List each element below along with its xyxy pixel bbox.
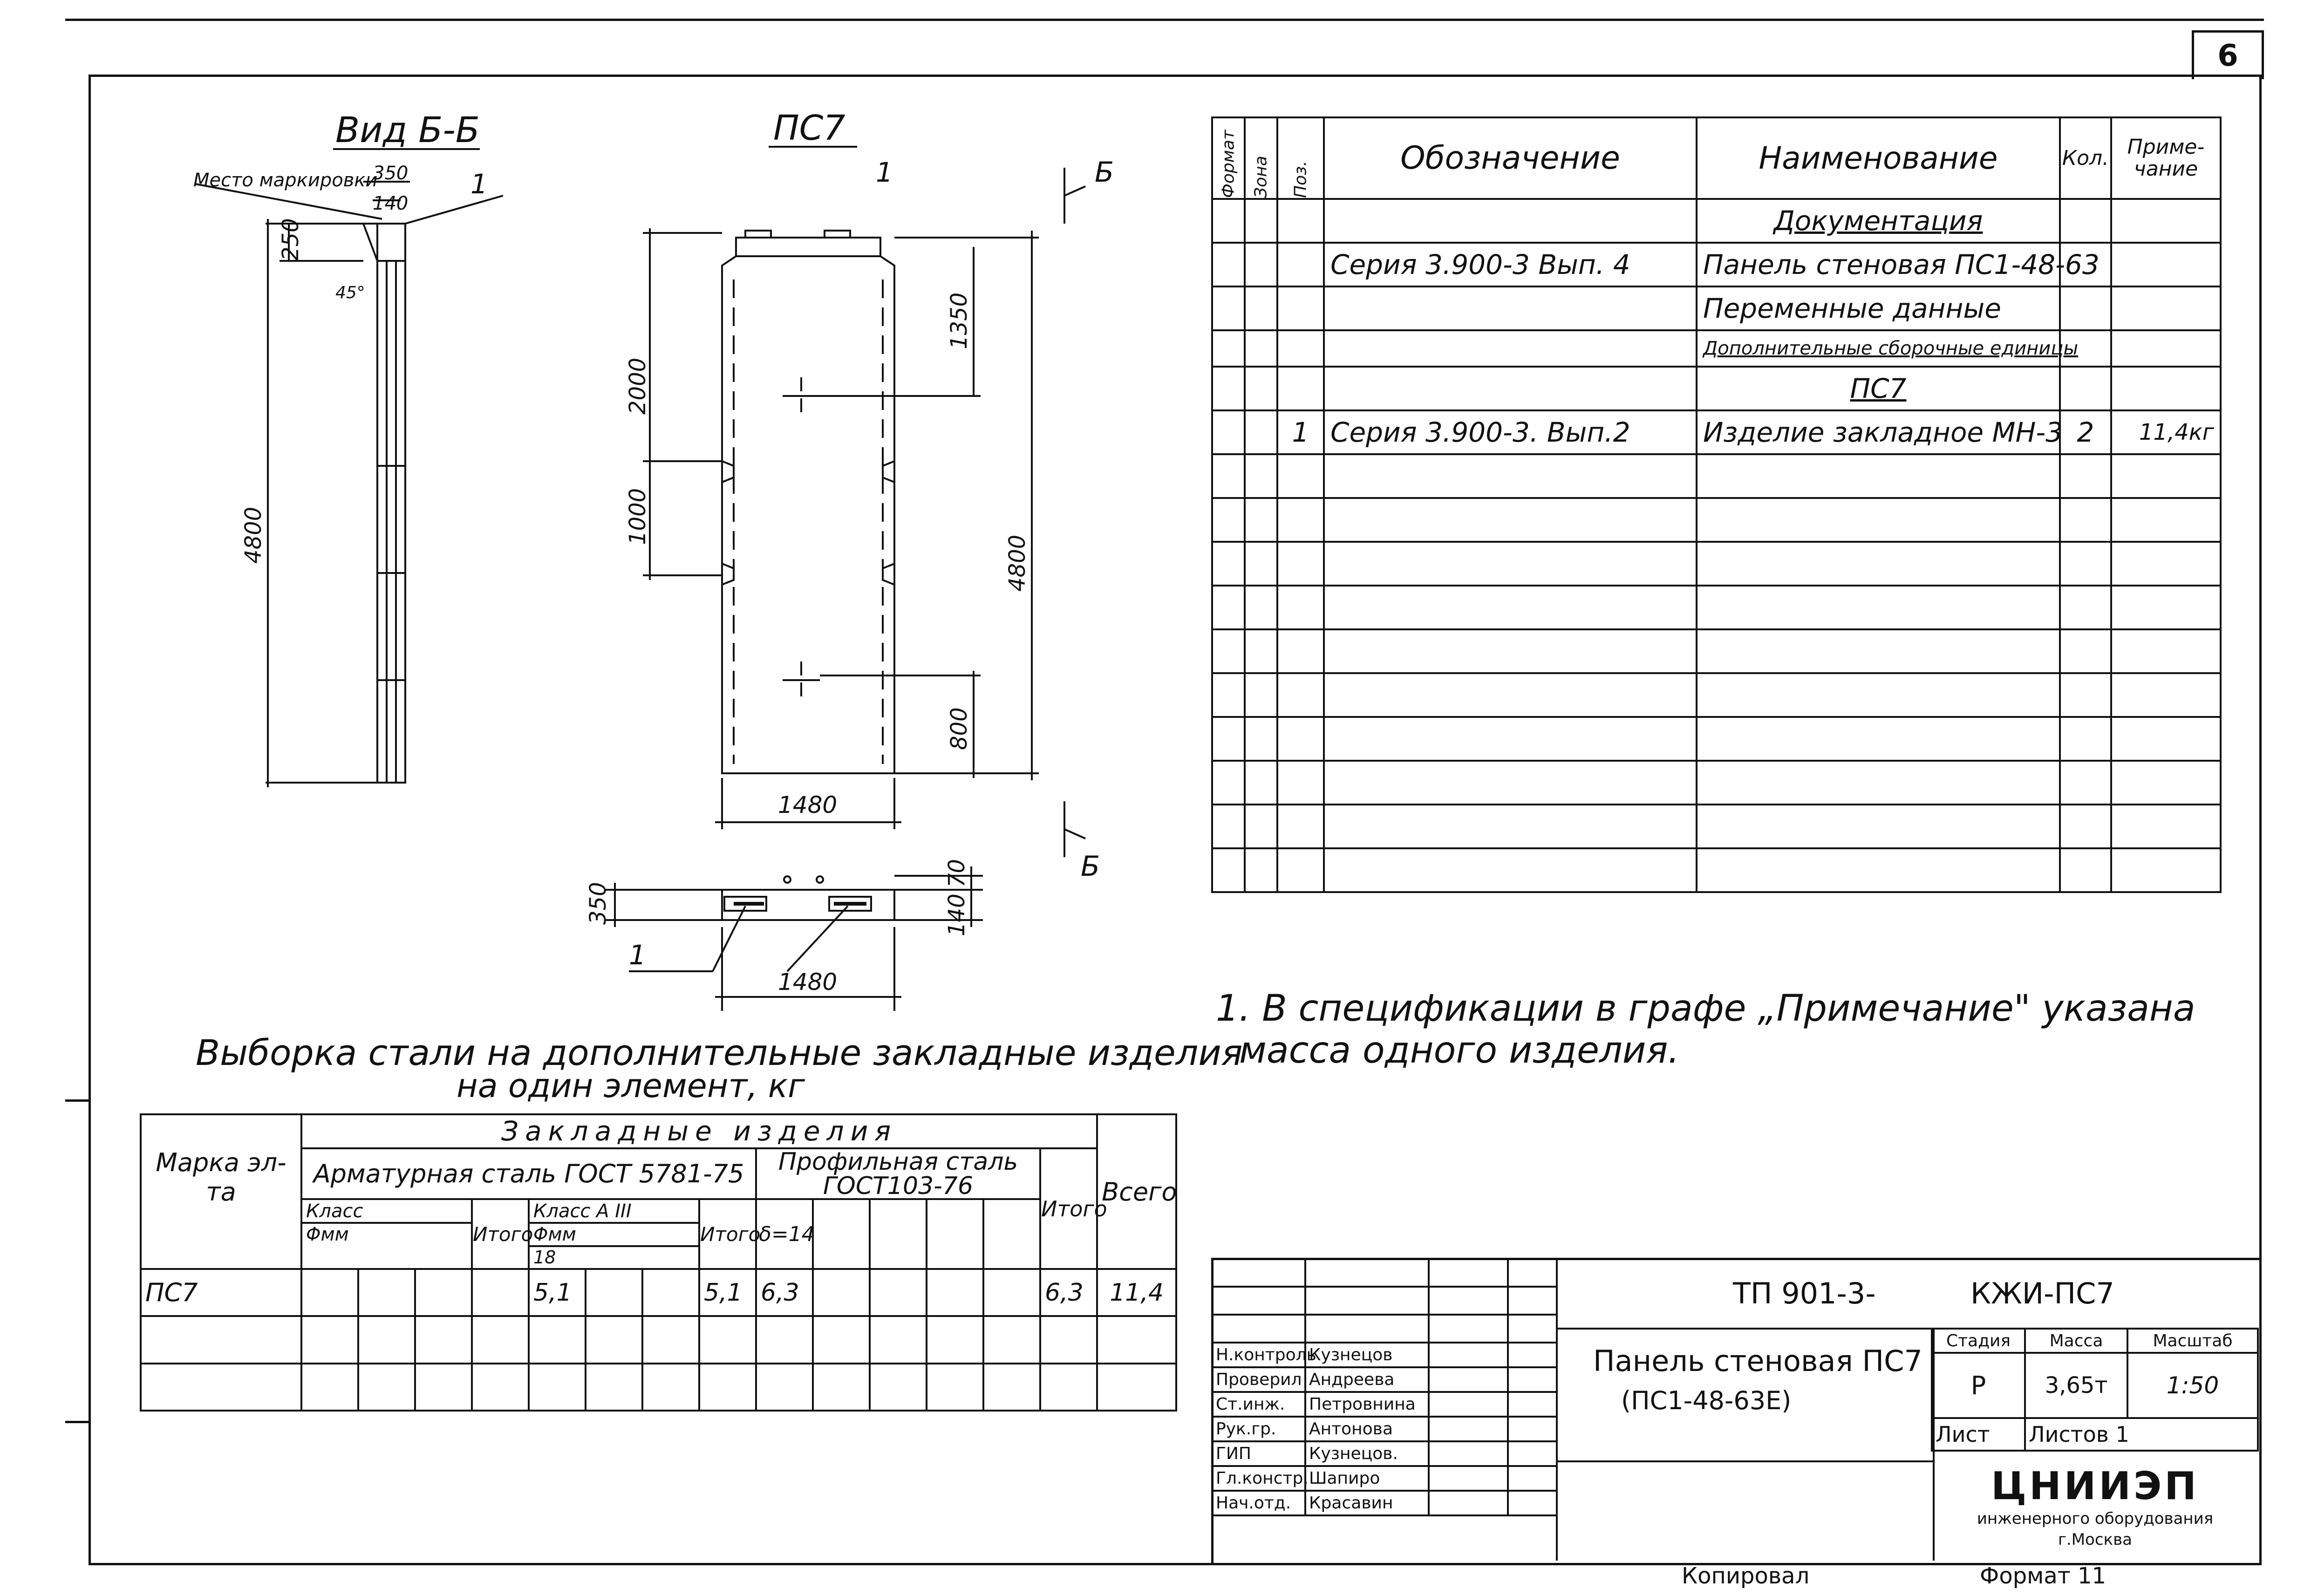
spec-row — [1212, 410, 2221, 454]
note-line-2: масса одного изделия. — [1239, 1030, 1680, 1071]
staff-signature — [1429, 1392, 1508, 1417]
svg-text:140: 140 — [373, 193, 409, 214]
mass-header: Масса — [2025, 1329, 2127, 1353]
staff-date — [1508, 1441, 1557, 1466]
spec-row — [1212, 498, 2221, 542]
spec-cell-pos — [1277, 286, 1324, 330]
staff-name: Антонова — [1305, 1417, 1429, 1441]
sel-header-profile: Профильная сталь ГОСТ103-76 — [756, 1148, 1040, 1199]
sel-cell-a3-total: 5,1 — [699, 1269, 756, 1316]
spec-cell-note: 11,4кг — [2111, 410, 2221, 454]
spec-row — [1212, 629, 2221, 673]
sel-header-class: Класс — [301, 1199, 472, 1223]
spec-cell-qty — [2060, 454, 2111, 498]
spec-cell-zone — [1245, 454, 1277, 498]
spec-cell-pos — [1277, 848, 1324, 892]
spec-cell-zone — [1245, 848, 1277, 892]
staff-date — [1508, 1343, 1557, 1367]
sheet-label: Лист — [1932, 1418, 2025, 1451]
spec-cell-name: Изделие закладное МН-3 — [1697, 410, 2060, 454]
spec-cell-name — [1697, 805, 2060, 848]
spec-cell-pos — [1277, 498, 1324, 542]
marking-label: Место маркировки — [193, 170, 378, 191]
spec-cell-format — [1212, 454, 1245, 498]
spec-cell-designation — [1324, 586, 1697, 629]
sel-cell-mark: ПС7 — [141, 1269, 301, 1316]
sel-cell-prof-total: 6,3 — [1040, 1269, 1097, 1316]
staff-signature — [1429, 1466, 1508, 1491]
spec-cell-format — [1212, 330, 1245, 367]
steel-selection-table — [140, 1113, 1177, 1412]
spec-cell-note — [2111, 848, 2221, 892]
spec-cell-name — [1697, 586, 2060, 629]
scale-header: Масштаб — [2127, 1329, 2258, 1353]
doc-title-1: Панель стеновая ПС7 — [1593, 1344, 1922, 1378]
panel-front-outline — [722, 256, 894, 773]
spec-cell-pos — [1277, 761, 1324, 805]
edge-tick — [65, 1421, 89, 1423]
staff-date — [1508, 1367, 1557, 1392]
spec-cell-zone — [1245, 286, 1277, 330]
spec-cell-name — [1697, 498, 2060, 542]
org-city: г.Москва — [2058, 1530, 2132, 1549]
spec-row — [1212, 673, 2221, 717]
spec-cell-designation — [1324, 761, 1697, 805]
spec-cell-note — [2111, 761, 2221, 805]
spec-cell-qty — [2060, 286, 2111, 330]
staff-signature — [1429, 1343, 1508, 1367]
staff-date — [1508, 1491, 1557, 1515]
sel-cell-prof-14: 6,3 — [756, 1269, 813, 1316]
spec-row — [1212, 286, 2221, 330]
sel-header-total-2: Итого — [699, 1199, 756, 1269]
sel-header-delta: δ=14 — [756, 1199, 813, 1269]
staff-role: Рук.гр. — [1212, 1417, 1305, 1441]
selection-title: Выборка стали на дополнительные закладные изделия — [196, 1032, 1243, 1073]
doc-title-2: (ПС1-48-63Е) — [1621, 1386, 1792, 1415]
spec-row — [1212, 330, 2221, 367]
spec-cell-designation — [1324, 199, 1697, 243]
note-line-1: 1. В спецификации в графе „Примечание" указана — [1216, 988, 2195, 1030]
org-name: ЦНИИЭП — [1991, 1464, 2199, 1508]
sel-header-class-a3: Класс А III — [529, 1199, 699, 1223]
sel-cell-all: 11,4 — [1097, 1269, 1176, 1316]
spec-cell-note — [2111, 586, 2221, 629]
svg-text:1: 1 — [876, 157, 893, 188]
svg-text:2000: 2000 — [625, 357, 651, 415]
spec-row — [1212, 367, 2221, 410]
spec-cell-name — [1697, 761, 2060, 805]
spec-cell-format — [1212, 673, 1245, 717]
spec-cell-format — [1212, 629, 1245, 673]
spec-row — [1212, 586, 2221, 629]
staff-date — [1508, 1392, 1557, 1417]
staff-name: Красавин — [1305, 1491, 1429, 1515]
spec-cell-designation — [1324, 848, 1697, 892]
spec-cell-designation — [1324, 286, 1697, 330]
sheets-label: Листов 1 — [2025, 1418, 2258, 1451]
svg-text:350: 350 — [373, 163, 409, 184]
spec-cell-qty — [2060, 367, 2111, 410]
spec-cell-qty — [2060, 848, 2111, 892]
spec-cell-pos — [1277, 199, 1324, 243]
spec-cell-qty — [2060, 805, 2111, 848]
svg-text:1350: 1350 — [946, 292, 972, 349]
spec-header-zone: Зона — [1245, 117, 1277, 199]
staff-date — [1508, 1417, 1557, 1441]
spec-header-designation: Обозначение — [1324, 117, 1697, 199]
spec-row — [1212, 805, 2221, 848]
spec-cell-format — [1212, 805, 1245, 848]
svg-text:350: 350 — [585, 882, 611, 925]
staff-role: Ст.инж. — [1212, 1392, 1305, 1417]
spec-cell-format — [1212, 286, 1245, 330]
spec-cell-name: Панель стеновая ПС1-48-63 — [1697, 243, 2060, 286]
spec-cell-zone — [1245, 629, 1277, 673]
spec-cell-note — [2111, 673, 2221, 717]
spec-cell-zone — [1245, 243, 1277, 286]
spec-cell-name — [1697, 629, 2060, 673]
svg-text:70: 70 — [944, 859, 970, 887]
spec-cell-qty — [2060, 586, 2111, 629]
sel-header-all: Всего — [1097, 1114, 1176, 1269]
spec-cell-qty — [2060, 629, 2111, 673]
spec-cell-designation — [1324, 717, 1697, 761]
staff-role: Гл.констр. — [1212, 1466, 1305, 1491]
spec-cell-pos — [1277, 673, 1324, 717]
svg-text:1480: 1480 — [778, 969, 838, 996]
staff-row — [1212, 1441, 1557, 1466]
staff-signature — [1429, 1417, 1508, 1441]
svg-text:250: 250 — [278, 218, 304, 261]
spec-cell-zone — [1245, 805, 1277, 848]
scale-value: 1:50 — [2127, 1353, 2258, 1418]
spec-cell-qty — [2060, 199, 2111, 243]
spec-cell-note — [2111, 367, 2221, 410]
spec-cell-note — [2111, 498, 2221, 542]
spec-cell-zone — [1245, 586, 1277, 629]
spec-cell-note — [2111, 243, 2221, 286]
svg-text:140: 140 — [944, 893, 970, 936]
specification-table — [1211, 116, 2222, 893]
svg-text:4800: 4800 — [1004, 534, 1030, 592]
staff-name: Андреева — [1305, 1367, 1429, 1392]
selection-subtitle: на один элемент, кг — [457, 1067, 805, 1105]
spec-cell-name: ПС7 — [1697, 367, 2060, 410]
spec-cell-pos: 1 — [1277, 410, 1324, 454]
spec-cell-designation — [1324, 367, 1697, 410]
staff-name: Петровнина — [1305, 1392, 1429, 1417]
spec-cell-designation — [1324, 454, 1697, 498]
spec-row — [1212, 542, 2221, 586]
spec-cell-qty: 2 — [2060, 410, 2111, 454]
spec-cell-pos — [1277, 542, 1324, 586]
spec-cell-name: Переменные данные — [1697, 286, 2060, 330]
side-view-outline — [377, 224, 405, 783]
staff-row — [1212, 1491, 1557, 1515]
spec-cell-pos — [1277, 805, 1324, 848]
panel-title: ПС7 — [773, 108, 845, 148]
spec-cell-pos — [1277, 367, 1324, 410]
org-subtitle: инженерного оборудования — [1977, 1509, 2214, 1528]
spec-row — [1212, 717, 2221, 761]
sel-header-total-3: Итого — [1040, 1148, 1097, 1269]
spec-cell-qty — [2060, 761, 2111, 805]
spec-header-qty: Кол. — [2060, 117, 2111, 199]
spec-cell-note — [2111, 330, 2221, 367]
spec-cell-format — [1212, 367, 1245, 410]
staff-row — [1212, 1343, 1557, 1367]
svg-text:45°: 45° — [335, 283, 365, 302]
svg-text:800: 800 — [946, 707, 972, 750]
staff-signature — [1429, 1441, 1508, 1466]
spec-row — [1212, 199, 2221, 243]
staff-role: Н.контроль — [1212, 1343, 1305, 1367]
spec-cell-format — [1212, 586, 1245, 629]
staff-row — [1212, 1417, 1557, 1441]
spec-cell-designation — [1324, 542, 1697, 586]
spec-cell-qty — [2060, 542, 2111, 586]
spec-header-note: Приме-чание — [2111, 117, 2221, 199]
spec-cell-zone — [1245, 498, 1277, 542]
sel-header-mark: Марка эл-та — [141, 1114, 301, 1269]
spec-cell-name — [1697, 542, 2060, 586]
sel-row-ps7 — [141, 1269, 1176, 1316]
spec-cell-pos — [1277, 629, 1324, 673]
view-title: Вид Б-Б — [335, 109, 480, 150]
spec-cell-note — [2111, 542, 2221, 586]
staff-name: Шапиро — [1305, 1466, 1429, 1491]
spec-cell-designation: Серия 3.900-3 Вып. 4 — [1324, 243, 1697, 286]
spec-cell-zone — [1245, 367, 1277, 410]
spec-cell-name: Дополнительные сборочные единицы — [1697, 330, 2060, 367]
spec-cell-name: Документация — [1697, 199, 2060, 243]
sel-cell-a3-18: 5,1 — [529, 1269, 586, 1316]
svg-text:1000: 1000 — [625, 488, 651, 545]
svg-text:Б: Б — [1095, 156, 1114, 189]
spec-header-format: Формат — [1212, 117, 1245, 199]
spec-cell-pos — [1277, 586, 1324, 629]
sel-header-dmm-1: Φмм — [301, 1223, 472, 1269]
spec-cell-zone — [1245, 717, 1277, 761]
staff-role: ГИП — [1212, 1441, 1305, 1466]
spec-row — [1212, 454, 2221, 498]
spec-row — [1212, 761, 2221, 805]
spec-cell-zone — [1245, 410, 1277, 454]
spec-cell-name — [1697, 454, 2060, 498]
spec-cell-designation: Серия 3.900-3. Вып.2 — [1324, 410, 1697, 454]
panel-drawings — [0, 0, 1193, 1039]
panel-top-outline — [736, 238, 880, 256]
spec-cell-note — [2111, 629, 2221, 673]
spec-cell-pos — [1277, 243, 1324, 286]
svg-text:Б: Б — [1081, 850, 1100, 883]
spec-row — [1212, 243, 2221, 286]
sel-header-embedded: Закладные изделия — [301, 1114, 1097, 1148]
spec-cell-zone — [1245, 199, 1277, 243]
spec-cell-zone — [1245, 330, 1277, 367]
spec-cell-zone — [1245, 761, 1277, 805]
doc-code-left: ТП 901-3- — [1733, 1276, 1876, 1310]
spec-cell-format — [1212, 542, 1245, 586]
stage-value: Р — [1932, 1353, 2025, 1418]
spec-cell-zone — [1245, 673, 1277, 717]
spec-cell-note — [2111, 199, 2221, 243]
spec-cell-zone — [1245, 542, 1277, 586]
spec-cell-qty — [2060, 673, 2111, 717]
sel-header-dmm-2: Φмм 18 — [529, 1223, 699, 1269]
staff-name: Кузнецов. — [1305, 1441, 1429, 1466]
spec-cell-name — [1697, 673, 2060, 717]
spec-cell-pos — [1277, 330, 1324, 367]
spec-cell-format — [1212, 717, 1245, 761]
staff-row — [1212, 1466, 1557, 1491]
spec-cell-format — [1212, 848, 1245, 892]
spec-cell-pos — [1277, 717, 1324, 761]
spec-cell-note — [2111, 454, 2221, 498]
spec-cell-format — [1212, 410, 1245, 454]
sel-header-rebar: Арматурная сталь ГОСТ 5781-75 — [301, 1148, 756, 1199]
spec-cell-name — [1697, 848, 2060, 892]
mass-value: 3,65т — [2025, 1353, 2127, 1418]
spec-cell-format — [1212, 243, 1245, 286]
page-number: 6 — [2192, 30, 2264, 79]
spec-cell-pos — [1277, 454, 1324, 498]
svg-text:1: 1 — [470, 168, 488, 200]
svg-text:1: 1 — [629, 939, 646, 971]
format-label: Формат 11 — [1980, 1563, 2106, 1589]
staff-signature — [1429, 1367, 1508, 1392]
staff-role: Проверил — [1212, 1367, 1305, 1392]
staff-name: Кузнецов — [1305, 1343, 1429, 1367]
svg-text:1480: 1480 — [778, 791, 838, 818]
blank-cell — [1556, 1460, 1935, 1561]
edge-tick — [65, 1099, 89, 1102]
spec-cell-designation — [1324, 629, 1697, 673]
spec-cell-note — [2111, 717, 2221, 761]
staff-signature — [1429, 1491, 1508, 1515]
spec-cell-format — [1212, 498, 1245, 542]
spec-header-row — [1212, 117, 2221, 199]
stage-table — [1931, 1328, 2259, 1452]
staff-row — [1212, 1367, 1557, 1392]
code-cell — [1556, 1258, 2259, 1330]
spec-header-pos: Поз. — [1277, 117, 1324, 199]
spec-cell-name — [1697, 717, 2060, 761]
spec-cell-note — [2111, 805, 2221, 848]
spec-cell-designation — [1324, 330, 1697, 367]
staff-table — [1211, 1258, 1558, 1516]
copied-by: Копировал — [1682, 1563, 1810, 1589]
staff-role: Нач.отд. — [1212, 1491, 1305, 1515]
spec-cell-format — [1212, 761, 1245, 805]
doc-code-right: КЖИ-ПС7 — [1970, 1276, 2114, 1310]
stage-header: Стадия — [1932, 1329, 2025, 1353]
spec-cell-designation — [1324, 498, 1697, 542]
sel-header-total-1: Итого — [472, 1199, 529, 1269]
spec-cell-designation — [1324, 805, 1697, 848]
svg-text:4800: 4800 — [240, 506, 266, 564]
staff-row — [1212, 1392, 1557, 1417]
spec-cell-designation — [1324, 673, 1697, 717]
spec-header-name: Наименование — [1697, 117, 2060, 199]
spec-cell-qty — [2060, 717, 2111, 761]
spec-cell-qty — [2060, 498, 2111, 542]
spec-cell-note — [2111, 286, 2221, 330]
staff-date — [1508, 1466, 1557, 1491]
spec-row — [1212, 848, 2221, 892]
spec-cell-format — [1212, 199, 1245, 243]
